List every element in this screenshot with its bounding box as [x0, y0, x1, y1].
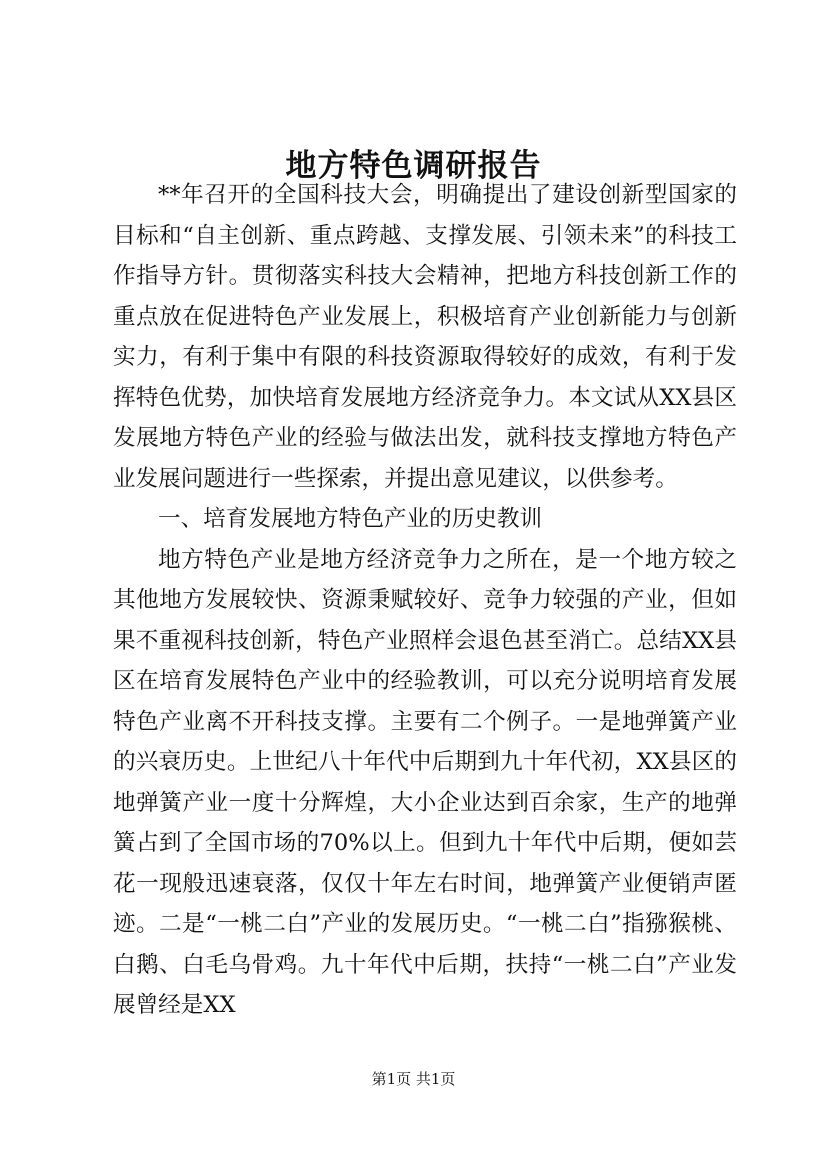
document-title: 地方特色调研报告	[285, 148, 542, 184]
section-heading: 一、培育发展地方特色产业的历史教训	[158, 506, 543, 532]
intro-paragraph: **年召开的全国科技大会，明确提出了建设创新型国家的目标和“自主创新、重点跨越、支撑发展、引领未来”的科技工作指导方针。贯彻落实科技大会精神，把地方科技创新工作的重点放在促进特色产业发展上，积极培育产业创新能力与创新实力，有利于集中有限的科技资源取得较好的成效，有利于发挥特色优势，加快培育发展地方经济竞争力。本文试从XX县区发展地方特色产业的经验与做法出发，就科技支撑地方特色产业发展问题进行一些探索，并提出意见建议，以供参考。	[113, 182, 737, 492]
section-paragraph: 地方特色产业是地方经济竞争力之所在，是一个地方较之其他地方发展较快、资源秉赋较好、竞争力较强的产业，但如果不重视科技创新，特色产业照样会退色甚至消亡。总结XX县区在培育发展特色产业中的经验教训，可以充分说明培育发展特色产业离不开科技支撑。主要有二个例子。一是地弹簧产业的兴衰历史。上世纪八十年代中后期到九十年代初，XX县区的地弹簧产业一度十分辉煌，大小企业达到百余家，生产的地弹簧占到了全国市场的70%以上。但到九十年代中后期，便如芸花一现般迅速衰落，仅仅十年左右时间，地弹簧产业便销声匿迹。二是“一桃二白”产业的发展历史。“一桃二白”指猕猴桃、白鹅、白毛乌骨鸡。九十年代中后期，扶持“一桃二白”产业发展曾经是XX	[113, 546, 737, 1018]
page-footer: 第1页 共1页	[371, 1070, 456, 1088]
document-body	[113, 175, 737, 1026]
